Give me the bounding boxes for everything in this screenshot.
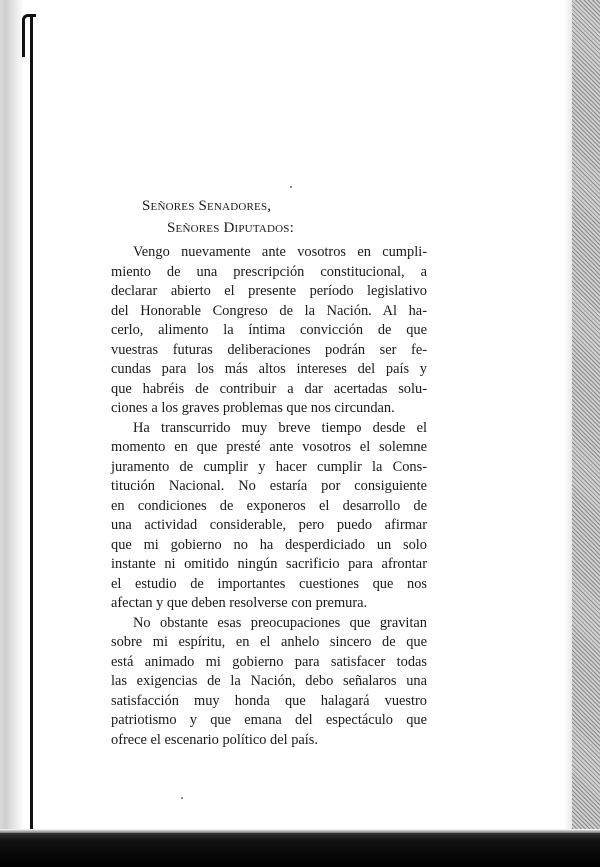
text-line: ciones a los graves problemas que nos circundan. xyxy=(111,400,395,416)
salutation-deputies: Señores Diputados: xyxy=(167,220,294,236)
book-spine-line xyxy=(30,14,33,860)
text-line: el estudio de importantes cuestiones que nos xyxy=(111,575,427,592)
scan-bottom-margin xyxy=(0,833,600,867)
text-line: No obstante esas preocupaciones que gravitan xyxy=(133,614,427,631)
text-line: en condiciones de exponeros el desarrollo de xyxy=(111,497,427,514)
scan-right-margin xyxy=(572,0,600,867)
text-line: cundas para los más altos intereses del país y xyxy=(111,361,427,377)
text-line: titución Nacional. No estaría por consiguiente xyxy=(111,478,427,494)
dust-speck xyxy=(290,186,292,188)
book-spine-hook xyxy=(22,14,36,57)
text-line: momento en que presté ante vosotros el solemne xyxy=(111,439,427,455)
text-line: patriotismo y que emana del espectáculo que xyxy=(111,712,427,728)
text-line: una actividad considerable, pero puedo afirmar xyxy=(111,517,427,533)
text-line: cerlo, alimento la íntima convicción de que xyxy=(111,322,427,338)
text-line: que habréis de contribuir a dar acertadas solu- xyxy=(111,380,427,397)
text-line: está animado mi gobierno para satisfacer todas xyxy=(111,653,427,670)
text-line: declarar abierto el presente período legislativo xyxy=(111,283,427,299)
text-line: miento de una prescripción constitucional, a xyxy=(111,263,427,280)
text-line: instante ni omitido ningún sacrificio para afrontar xyxy=(111,556,427,572)
text-line: satisfacción muy honda que halagará vuestro xyxy=(111,692,427,709)
text-line: sobre mi espíritu, en el anhelo sincero de que xyxy=(111,634,427,650)
page-right-shadow xyxy=(564,0,572,867)
scan-left-margin xyxy=(0,0,34,867)
text-line: que mi gobierno no ha desperdiciado un solo xyxy=(111,536,427,553)
text-line: afectan y que deben resolverse con premura. xyxy=(111,595,368,611)
text-line: juramento de cumplir y hacer cumplir la Cons- xyxy=(111,458,427,475)
text-line: ofrece el escenario político del país. xyxy=(111,731,318,748)
dust-speck xyxy=(181,797,183,799)
text-line: vuestras futuras deliberaciones podrán ser fe- xyxy=(111,341,427,358)
text-line: del Honorable Congreso de la Nación. Al ha- xyxy=(111,302,427,319)
text-line: Ha transcurrido muy breve tiempo desde el xyxy=(133,419,427,436)
speech-body xyxy=(111,243,427,750)
text-line: Vengo nuevamente ante vosotros en cumpli- xyxy=(133,244,427,260)
text-line: las exigencias de la Nación, debo señalaros una xyxy=(111,673,427,689)
salutation-senators: Señores Senadores, xyxy=(142,198,272,214)
